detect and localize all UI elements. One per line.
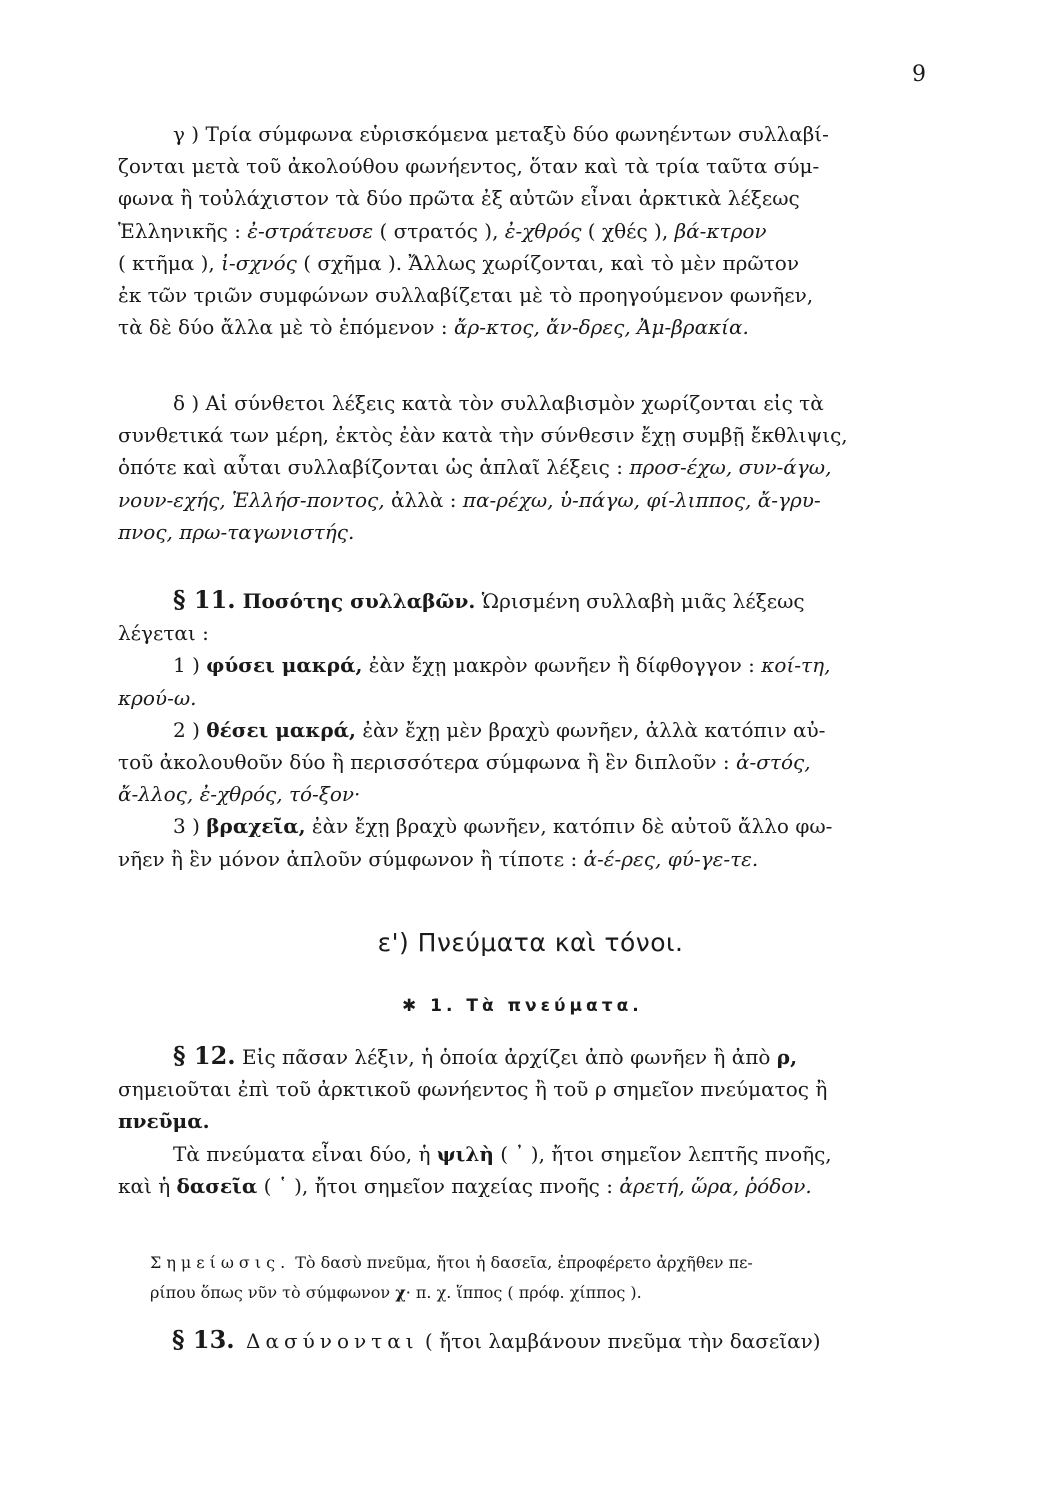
text-line — [118, 1170, 933, 1202]
text-span: τὰ δὲ δύο ἄλλα μὲ τὸ ἑπόμενον : — [118, 315, 455, 340]
subsection-label: 1. Τὰ πνεύματα. — [430, 996, 643, 1016]
text-line — [118, 516, 933, 548]
text-line: πνεῦμα. — [118, 1109, 210, 1134]
text-span: Τὸ δασὺ πνεῦμα, ἤτοι ἡ δασεῖα, ἐπροφέρετο ἀρχῆθεν πε- — [290, 1253, 753, 1272]
chapter-title: ε') Πνεύματα καὶ τόνοι. — [377, 928, 684, 957]
text-span: 1 ) — [173, 653, 207, 678]
text-span: ( κτῆμα ), — [118, 250, 222, 275]
text-line: συνθετικά των μέρη, ἐκτὸς ἐὰν κατὰ τὴν σύνθεσιν ἔχῃ συμβῇ ἔκθλιψις, — [118, 423, 848, 448]
example-word: ἐ-στράτευσε — [247, 218, 374, 243]
paragraph-gamma — [118, 118, 933, 343]
text-span: ἀλλὰ : — [384, 487, 463, 512]
asterisk-icon: ✱ — [402, 996, 421, 1016]
term: δασεῖα — [176, 1173, 258, 1198]
term: θέσει μακρά, — [206, 717, 356, 742]
example-word: προσ-έχω, συν-άγω, — [629, 455, 832, 480]
text-line — [118, 746, 933, 778]
subsection-title — [402, 996, 643, 1016]
section-12 — [118, 1040, 933, 1202]
section-word: Δασύνονται — [234, 1329, 419, 1353]
text-span: 2 ) — [173, 717, 207, 742]
text-span: Ὡρισμένη συλλαβὴ μιᾶς λέξεως — [475, 589, 805, 613]
text-line: φωνα ἢ τοὐλάχιστον τὰ δύο πρῶτα ἐξ αὐτῶν εἶναι ἀρκτικὰ λέξεως — [118, 186, 800, 211]
section-marker: § 12. — [173, 1041, 236, 1070]
term: ψιλὴ — [436, 1141, 494, 1166]
example-word: νουν-εχής, Ἑλλήσ-ποντος, — [118, 487, 385, 512]
section-marker: § 11. — [173, 585, 236, 614]
note — [150, 1248, 930, 1308]
text-span: νῆεν ἢ ἓν μόνον ἁπλοῦν σύμφωνον ἢ τίποτε : — [118, 846, 584, 871]
example-word: ἄρ-κτος, ἄν-δρες, Ἀμ-βρακία. — [454, 315, 749, 340]
text-line: γ ) Τρία σύμφωνα εὑρισκόμενα μεταξὺ δύο φωνηέντων συλλαβί- — [173, 122, 829, 146]
term: φύσει μακρά, — [206, 653, 363, 678]
text-line — [118, 1040, 933, 1073]
text-span: ὁπότε καὶ αὗται συλλαβίζονται ὡς ἁπλαῖ λέξεις : — [118, 455, 630, 480]
text-span: ἐὰν ἔχῃ μακρὸν φωνῆεν ἢ δίφθογγον : — [362, 653, 762, 678]
text-line — [118, 584, 933, 617]
example-word: ἀ-στός, — [735, 750, 811, 775]
text-span: καὶ ἡ — [118, 1173, 177, 1198]
text-line — [118, 843, 933, 875]
text-line — [118, 1138, 933, 1170]
text-line — [118, 215, 933, 247]
note-label: Σημείωσις. — [150, 1253, 291, 1272]
term: χ — [395, 1283, 406, 1302]
section-11 — [118, 584, 933, 875]
page-number: 9 — [912, 62, 926, 87]
text-line — [118, 311, 933, 343]
text-span: Ἑλληνικῆς : — [118, 218, 248, 243]
text-line — [118, 810, 933, 842]
text-line: ζονται μετὰ τοῦ ἀκολούθου φωνήεντος, ὅταν καὶ τὰ τρία ταῦτα σύμ- — [118, 154, 820, 179]
text-span: ( ᾿ ), ἤτοι σημεῖον λεπτῆς πνοῆς, — [493, 1141, 832, 1166]
text-line — [150, 1278, 930, 1308]
text-line — [118, 649, 933, 681]
section-title: Ποσότης συλλαβῶν. — [235, 589, 476, 613]
text-line — [118, 247, 933, 279]
text-line — [118, 714, 933, 746]
text-line: δ ) Αἱ σύνθετοι λέξεις κατὰ τὸν συλλαβισμὸν χωρίζονται εἰς τὰ — [173, 391, 824, 415]
example-word: κοί-τη, — [761, 653, 831, 678]
text-line — [118, 451, 933, 483]
text-span: ( σχῆμα ). Ἄλλως χωρίζονται, καὶ τὸ μὲν πρῶτον — [296, 250, 800, 275]
text-span: Τὰ πνεύματα εἶναι δύο, ἡ — [173, 1141, 437, 1166]
example-word: πα-ρέχω, ὑ-πάγω, φί-λιππος, ἄ-γρυ- — [462, 487, 821, 512]
term: βραχεῖα, — [206, 814, 306, 839]
example-word: πνος, πρω-ταγωνιστής. — [118, 519, 355, 544]
text-span: Εἰς πᾶσαν λέξιν, ἡ ὁποία ἀρχίζει ἀπὸ φωνῆεν ἢ ἀπὸ — [235, 1045, 777, 1069]
example-word: ἄ-λλος, ἐ-χθρός, τό-ξον· — [118, 782, 361, 807]
text-span: ( στρατός ), — [373, 218, 505, 243]
example-word: ἀρετή, ὥρα, ῥόδον. — [619, 1173, 812, 1198]
term: ρ, — [776, 1045, 798, 1069]
text-span: ἐὰν ἔχῃ βραχὺ φωνῆεν, κατόπιν δὲ αὐτοῦ ἄλλο φω- — [305, 814, 833, 839]
text-span: ( χθές ), — [581, 218, 675, 243]
text-line — [118, 682, 933, 714]
text-line: λέγεται : — [118, 621, 209, 646]
section-marker: § 13. — [172, 1325, 235, 1354]
text-line — [118, 484, 933, 516]
text-line: σημειοῦται ἐπὶ τοῦ ἀρκτικοῦ φωνήεντος ἢ τοῦ ρ σημεῖον πνεύματος ἢ — [118, 1077, 828, 1102]
example-word: ἰ-σχνός — [221, 250, 297, 275]
text-span: τοῦ ἀκολουθοῦν δύο ἢ περισσότερα σύμφωνα ἢ ἓν διπλοῦν : — [118, 750, 736, 775]
section-13 — [172, 1325, 821, 1354]
text-line — [118, 778, 933, 810]
text-span: 3 ) — [173, 814, 207, 839]
text-line — [150, 1248, 930, 1278]
text-span: ἐὰν ἔχῃ μὲν βραχὺ φωνῆεν, ἀλλὰ κατόπιν αὐ- — [355, 717, 826, 742]
text-span: · π. χ. ἵππος ( πρόφ. χίππος ). — [405, 1283, 642, 1302]
example-word: κρού-ω. — [118, 685, 197, 710]
paragraph-delta — [118, 387, 933, 548]
text-span: ( ἤτοι λαμβάνουν πνεῦμα τὴν δασεῖαν) — [418, 1329, 821, 1353]
example-word: βά-κτρον — [674, 218, 767, 243]
example-word: ἀ-έ-ρες, φύ-γε-τε. — [583, 846, 759, 871]
example-word: ἐ-χθρός — [504, 218, 582, 243]
text-span: ( ῾ ), ἤτοι σημεῖον παχείας πνοῆς : — [257, 1173, 620, 1198]
text-span: ρίπου ὅπως νῦν τὸ σύμφωνον — [150, 1283, 396, 1302]
text-line: ἐκ τῶν τριῶν συμφώνων συλλαβίζεται μὲ τὸ προηγούμενον φωνῆεν, — [118, 283, 814, 308]
